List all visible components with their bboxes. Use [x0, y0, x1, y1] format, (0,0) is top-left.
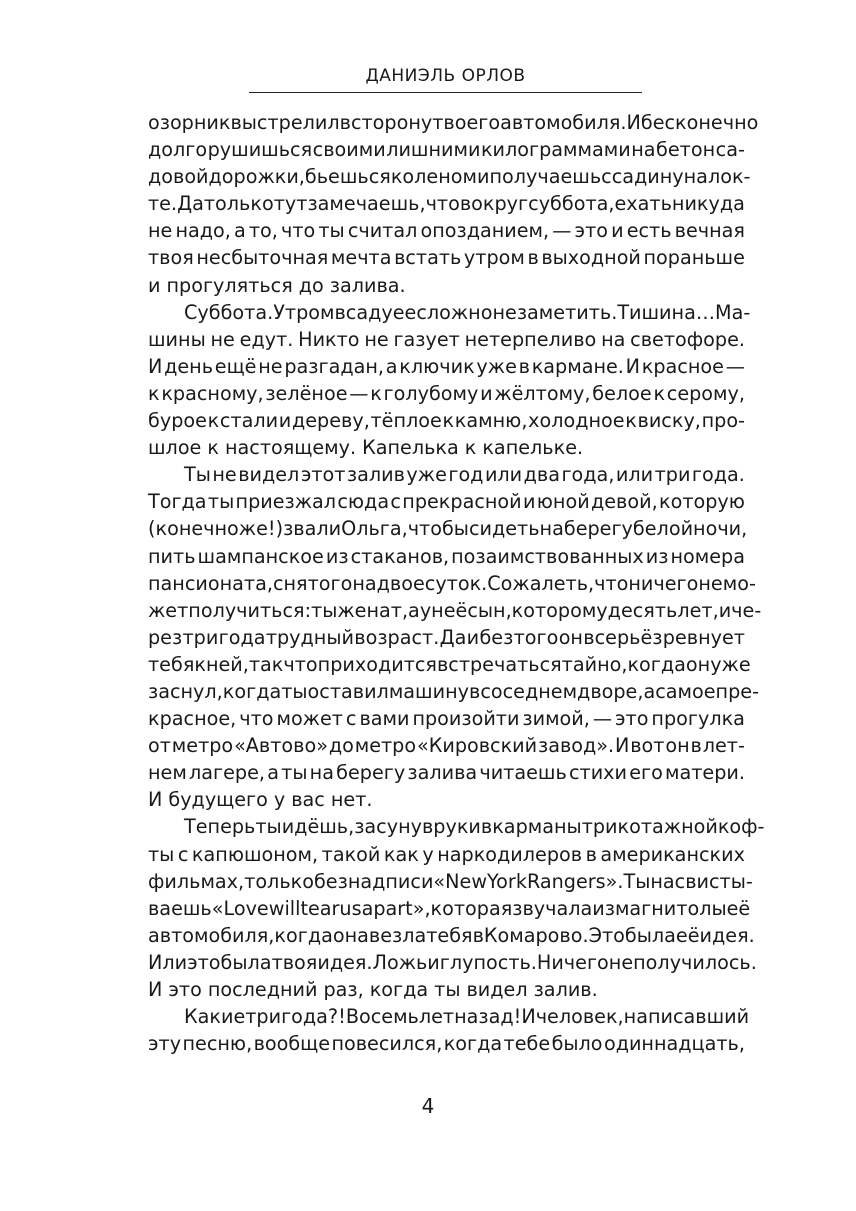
text-line: Тогда ты приезжал сюда с прекрасной и юной девой, которую [148, 490, 745, 514]
text-line: Или это была твоя идея. Ложь и глупость. Ничего не получилось. [148, 950, 757, 974]
text-line: И это последний раз, когда ты видел залив. [148, 978, 598, 1001]
text-line: (конечно же!) звали Ольга, чтобы сидеть на берегу белой ночи, [148, 517, 748, 541]
body-text [148, 109, 765, 1057]
text-line: тебя к ней, так что приходится встречаться тайно, когда он уже [148, 652, 751, 676]
text-line: жет получиться: ты женат, а у неё сын, которому десять лет, и че- [148, 598, 762, 622]
text-line: долго рушишься своими лишними килограммами на бетон са- [148, 138, 745, 162]
text-line: эту песню, вообще повесился, когда тебе было одиннадцать, [148, 1032, 745, 1056]
text-line: бурое к стали и дереву, тёплое к камню, холодное к виску, про- [148, 409, 745, 433]
text-line: озорник выстрелил в сторону твоего автомобиля. И бесконечно [148, 111, 759, 134]
text-line: Суббота. Утром в саду ее сложно не заметить. Тишина… Ма- [184, 300, 751, 324]
text-line: шлое к настоящему. Капелька к капельке. [148, 436, 584, 460]
text-line: шины не едут. Никто не газует нетерпеливо на светофоре. [148, 327, 745, 351]
text-line: не надо, а то, что ты считал опозданием, — это и есть вечная [148, 219, 745, 243]
text-line: Какие три года?! Восемь лет назад! И человек, написавший [184, 1005, 750, 1029]
text-line: рез три года трудный возраст. Да и без того он всерьёз ревнует [148, 625, 745, 649]
text-line: И будущего у вас нет. [148, 788, 373, 812]
text-line: Ты не видел этот залив уже год или два года, или три года. [184, 463, 745, 487]
header-rule [249, 92, 642, 93]
text-line: довой дорожки, бьешься коленом и получаешь ссадину на лок- [148, 165, 751, 189]
text-line: ваешь «Love will tear us apart», которая звучала из магнитолы её [148, 896, 751, 920]
text-line: пить шампанское из стаканов, позаимствованных из номера [148, 544, 745, 568]
text-line: от метро «Автово» до метро «Кировский завод». И вот он в лет- [148, 734, 745, 758]
text-line: те. Да только тут замечаешь, что вокруг суббота, ехать никуда [148, 192, 745, 216]
text-line: автомобиля, когда она везла тебя в Комарово. Это была её идея. [148, 923, 755, 947]
text-line: и прогуляться до залива. [148, 273, 406, 297]
running-head: ДАНИЭЛЬ ОРЛОВ [365, 66, 526, 86]
text-line: фильмах, только без надписи «New York Rangers». Ты насвисты- [148, 869, 753, 893]
text-line: пансионата, снятого на двое суток. Сожалеть, что ничего не мо- [148, 571, 756, 595]
text-line: ты с капюшоном, такой как у наркодилеров в американских [148, 842, 745, 866]
text-line: И день ещё не разгадан, а ключик уже в кармане. И красное — [148, 354, 745, 378]
page-number: 4 [421, 1094, 435, 1118]
text-line: к красному, зелёное — к голубому и жёлтому, белое к серому, [148, 381, 745, 405]
text-line: Теперь ты идёшь, засунув руки в карманы трикотажной коф- [184, 815, 765, 839]
text-line: заснул, когда ты оставил машину в соседнем дворе, а самое пре- [148, 679, 759, 703]
text-line: нем лагере, а ты на берегу залива читаешь стихи его матери. [148, 761, 745, 785]
text-line: твоя несбыточная мечта встать утром в выходной пораньше [148, 246, 745, 270]
text-line: красное, что может с вами произойти зимой, — это прогулка [148, 707, 745, 731]
